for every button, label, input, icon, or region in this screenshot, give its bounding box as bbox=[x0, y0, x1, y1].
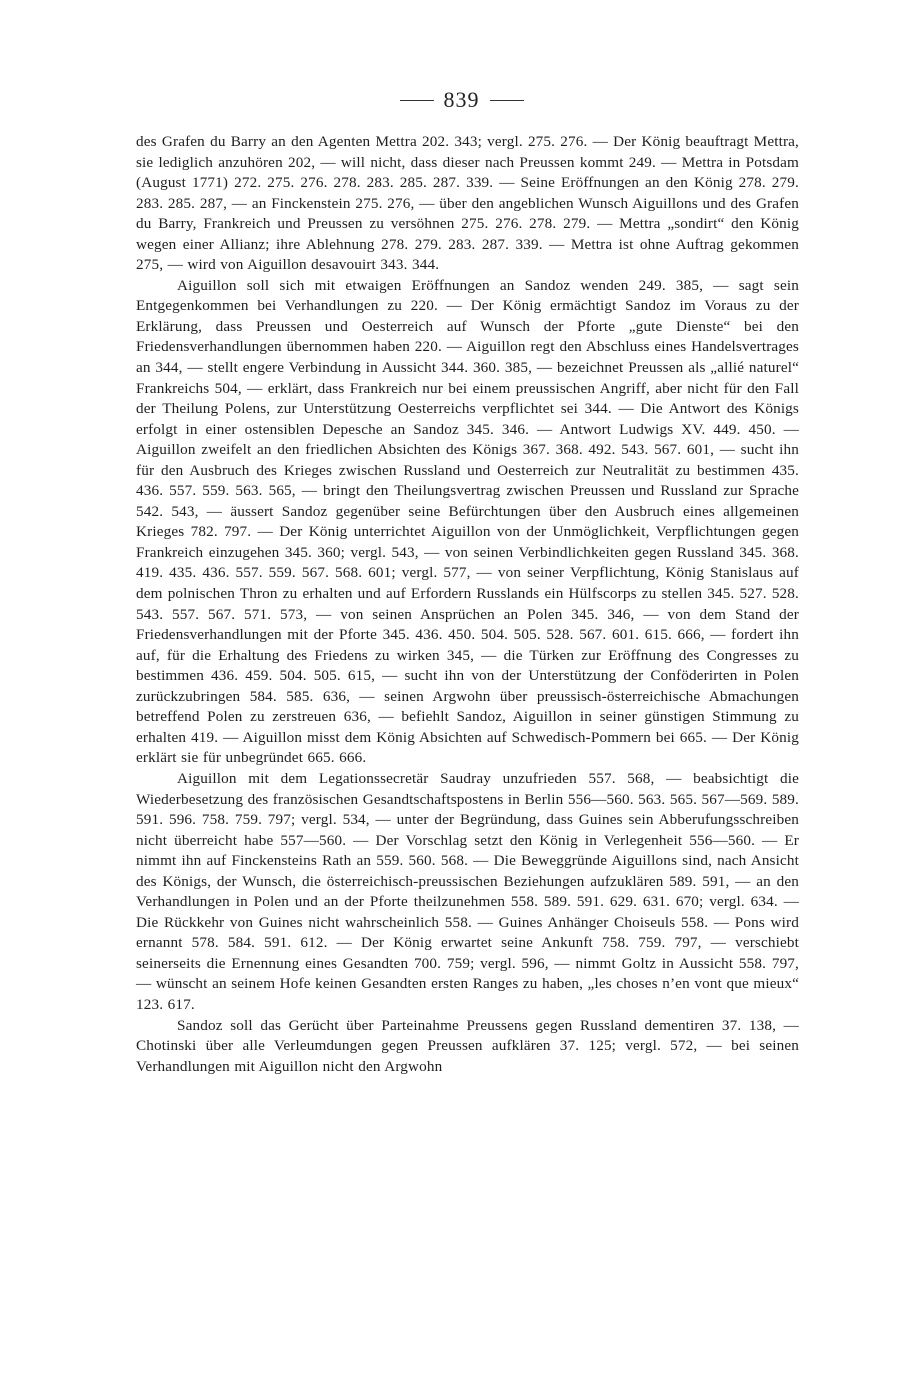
index-paragraph: Aiguillon mit dem Legationssecretär Saudray unzufrieden 557. 568, — beabsichtigt die Wiederbesetzung des französischen Gesandtschaftspostens in Berlin 556—560. 563. 565. 567—569. 589. 591. 596. 758. 759. 797; vergl. 534, — unter der Begründung, dass Guines sein Abberufungsschreiben nicht überreicht habe 557—560. — Der Vorschlag setzt den König in Verlegenheit 556—560. — Er nimmt ihn auf Finckensteins Rath an 559. 560. 568. — Die Beweggründe Aiguillons sind, nach Ansicht des Königs, der Wunsch, die österreichisch-preussischen Beziehungen aufzuklären 589. 591, — an den Verhandlungen in Polen und an der Pforte theilzunehmen 558. 589. 591. 629. 631. 670; vergl. 634. — Die Rückkehr von Guines nicht wahrscheinlich 558. — Guines Anhänger Choiseuls 558. — Pons wird ernannt 578. 584. 591. 612. — Der König erwartet seine Ankunft 758. 759. 797, — verschiebt seinerseits die Ernennung eines Gesandten 700. 759; vergl. 596, — nimmt Goltz in Aussicht 558. 797, — wünscht an seinem Hofe keinen Gesandten ersten Ranges zu haben, „les choses n’en vont que mieux“ 123. 617. bbox=[136, 769, 799, 1013]
header-rule-right bbox=[490, 100, 524, 101]
index-text-body bbox=[136, 132, 799, 1077]
header-rule-left bbox=[400, 100, 434, 101]
index-paragraph: Sandoz soll das Gerücht über Parteinahme Preussens gegen Russland dementiren 37. 138, — Chotinski über alle Verleumdungen gegen Preussen aufklären 37. 125; vergl. 572, — bei seinen Verhandlungen mit Aiguillon nicht den Argwohn bbox=[136, 1016, 799, 1075]
index-paragraph: Aiguillon soll sich mit etwaigen Eröffnungen an Sandoz wenden 249. 385, — sagt sein Entgegenkommen bei Verhandlungen zu 220. — Der König ermächtigt Sandoz im Voraus zu der Erklärung, dass Preussen und Oesterreich auf Wunsch der Pforte „gute Dienste“ bei den Friedensverhandlungen übernommen haben 220. — Aiguillon regt den Abschluss eines Handelsvertrages an 344, — stellt engere Verbindung in Aussicht 344. 360. 385, — bezeichnet Preussen als „allié naturel“ Frankreichs 504, — erklärt, dass Frankreich nur bei einem preussischen Angriff, aber nicht für den Fall der Theilung Polens, zur Unterstützung Oesterreichs verpflichtet sei 344. — Die Antwort des Königs erfolgt in einer ostensiblen Depesche an Sandoz 345. 346. — Antwort Ludwigs XV. 449. 450. — Aiguillon zweifelt an den friedlichen Absichten des Königs 367. 368. 492. 543. 567. 601, — sucht ihn für den Ausbruch des Krieges zwischen Russland und Oesterreich zur Neutralität zu bestimmen 435. 436. 557. 559. 563. 565, — bringt den Theilungsvertrag zwischen Preussen und Russland zur Sprache 542. 543, — äussert Sandoz gegenüber seine Befürchtungen über den Ausbruch eines allgemeinen Krieges 782. 797. — Der König unterrichtet Aiguillon von der Unmöglichkeit, Verpflichtungen gegen Frankreich einzugehen 345. 360; vergl. 543, — von seinen Verbindlichkeiten gegen Russland 345. 368. 419. 435. 436. 557. 559. 567. 568. 601; vergl. 577, — von seiner Verpflichtung, König Stanislaus auf dem polnischen Thron zu erhalten und auf Erfordern Russlands ein Hülfscorps zu stellen 345. 527. 528. 543. 557. 567. 571. 573, — von seinen Ansprüchen an Polen 345. 346, — von dem Stand der Friedensverhandlungen mit der Pforte 345. 436. 450. 504. 505. 528. 567. 601. 615. 666, — fordert ihn auf, für die Erhaltung des Friedens zu wirken 345, — die Türken zur Eröffnung des Congresses zu bestimmen 436. 459. 504. 505. 615, — sucht ihn von der Unterstützung der Conföderirten in Polen zurückzubringen 584. 585. 636, — seinen Argwohn über preussisch-österreichische Abmachungen betreffend Polen zu zerstreuen 636, — befiehlt Sandoz, Aiguillon in seiner günstigen Stimmung zu erhalten 419. — Aiguillon misst dem König Absichten auf Schwedisch-Pommern bei 665. — Der König erklärt sie für unbegründet 665. 666. bbox=[136, 276, 799, 767]
index-paragraph: des Grafen du Barry an den Agenten Mettra 202. 343; vergl. 275. 276. — Der König beauftragt Mettra, sie lediglich anzuhören 202, — will nicht, dass dieser nach Preussen kommt 249. — Mettra in Potsdam (August 1771) 272. 275. 276. 278. 283. 285. 287. 339. — Seine Eröffnungen an den König 278. 279. 283. 285. 287, — an Finckenstein 275. 276, — über den angeblichen Wunsch Aiguillons und des Grafen du Barry, Frankreich und Preussen zu versöhnen 275. 276. 278. 279. — Mettra „sondirt“ den König wegen einer Allianz; ihre Ablehnung 278. 279. 283. 287. 339. — Mettra ist ohne Auftrag gekommen 275, — wird von Aiguillon desavouirt 343. 344. bbox=[136, 133, 799, 274]
page-header bbox=[124, 86, 799, 114]
document-page bbox=[136, 86, 799, 1077]
page-number: 839 bbox=[443, 87, 480, 112]
